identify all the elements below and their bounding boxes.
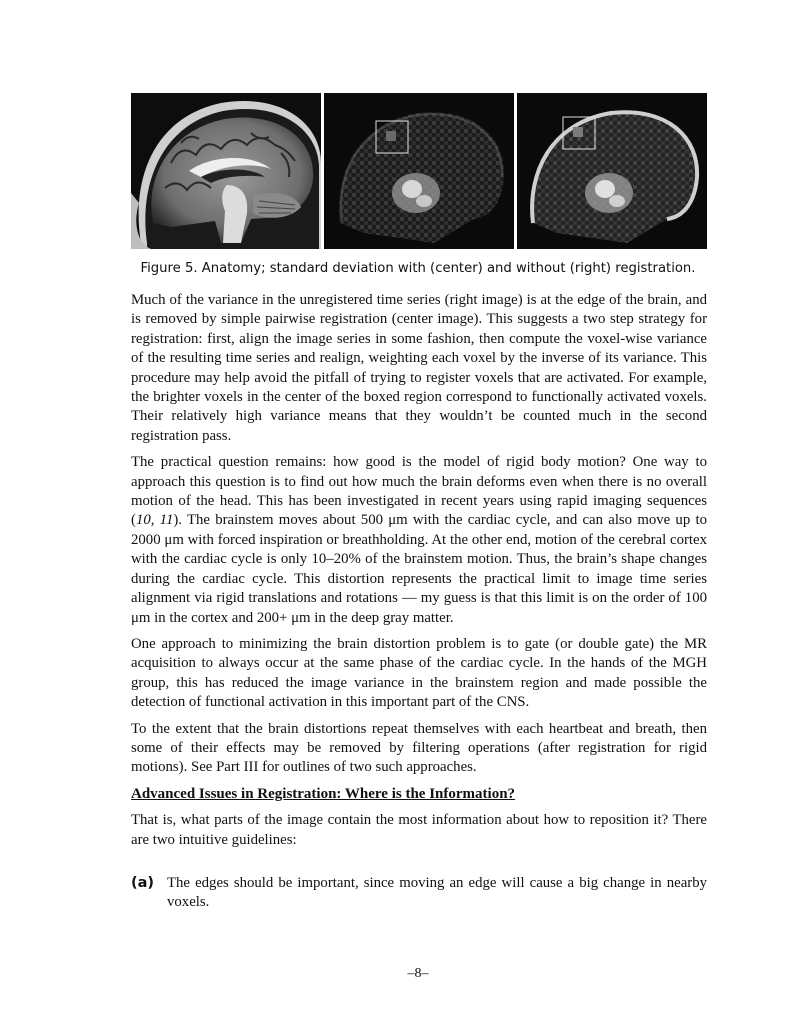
paragraph-rigid-body: The practical question remains: how good is the model of rigid body motion? One way to approach this question is to find out how much the brain deforms even when there is no overall motion of the head. This has been investigated in recent years using rapid imaging sequences (10, 11). The brainstem moves about 500 μm with the cardiac cycle, and can also move up to 2000 μm with forced inspiration or breathholding. At the other end, motion of the cerebral cortex with the cardiac cycle is only 10–20% of the brainstem motion. Thus, the brain’s shape changes during the cardiac cycle. This distortion represents the practical limit to image time series alignment via rigid translations and rotations — my guess is that this limit is on the order of 100 μm in the cortex and 200+ μm in the deep gray matter. xyxy=(131,454,707,626)
paragraph-variance: Much of the variance in the unregistered time series (right image) is at the edge of the brain, and is removed by simple pairwise registration (center image). This suggests a two step strategy for registration: first, align the image series in some fashion, then compute the voxel-wise variance of the resulting time series and realign, weighting each voxel by the inverse of its variance. This procedure may help avoid the pitfall of trying to register voxels that are activated. For example, the brighter voxels in the center of the boxed region correspond to functionally activated voxels. Their relatively high variance means that they wouldn’t be counted much in the second registration pass. xyxy=(131,292,707,444)
variance-map-center xyxy=(324,93,514,249)
figure-caption: Figure 5. Anatomy; standard deviation with (center) and without (right) registration. xyxy=(140,261,696,276)
anatomy-mri-image xyxy=(131,93,321,249)
sagittal-brain-anatomy xyxy=(131,93,321,249)
list-item-label: (a) xyxy=(131,874,155,891)
page-number: –8– xyxy=(407,966,429,981)
list-item-text: The edges should be important, since moving an edge will cause a big change in nearby voxels. xyxy=(167,874,707,911)
main-text xyxy=(131,291,707,920)
reference-citation: 10, 11 xyxy=(135,512,174,529)
list-item xyxy=(131,874,707,913)
paragraph-gating: One approach to minimizing the brain distortion problem is to gate (or double gate) the MR acquisition to always occur at the same phase of the cardiac cycle. In the hands of the MGH group, this has reduced the image variance in the brainstem region and made possible the detection of functional activation in this important part of the CNS. xyxy=(131,635,707,711)
variance-map-right xyxy=(517,93,707,249)
section-intro: That is, what parts of the image contain the most information about how to reposition it? There are two intuitive guidelines: xyxy=(131,812,707,848)
section-heading: Advanced Issues in Registration: Where is the Information? xyxy=(131,785,516,802)
std-with-registration-image xyxy=(324,93,514,249)
paragraph-filtering: To the extent that the brain distortions repeat themselves with each heartbeat and breath, then some of their effects may be removed by filtering operations (after registration for rigid motions). See Part III for outlines of two such approaches. xyxy=(131,720,707,776)
std-without-registration-image xyxy=(517,93,707,249)
figure-5 xyxy=(131,93,707,249)
